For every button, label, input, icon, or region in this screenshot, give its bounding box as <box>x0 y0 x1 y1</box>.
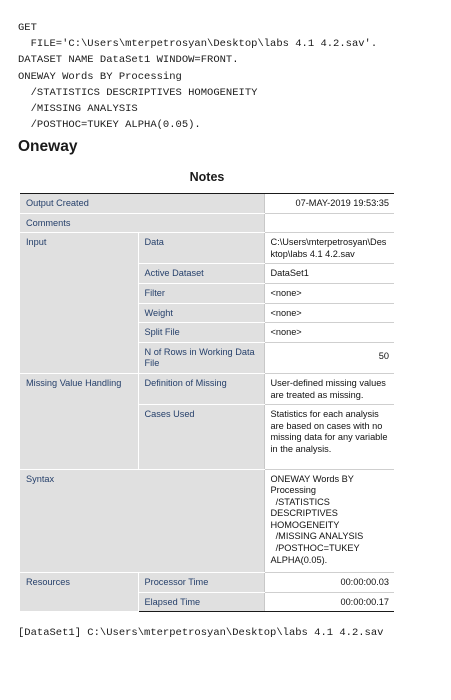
row-header-comments: Comments <box>20 213 264 233</box>
sub-header-split-file: Split File <box>138 323 264 343</box>
section-title[interactable]: Oneway <box>18 138 78 155</box>
table-row <box>20 233 394 264</box>
syntax-line: DATASET NAME DataSet1 WINDOW=FRONT. <box>18 54 239 67</box>
comments-value <box>264 213 394 233</box>
table-row <box>20 373 394 404</box>
data-file-value: C:\Users\mterpetrosyan\Desktop\labs 4.1 4.2.sav <box>264 233 394 264</box>
sub-header-data: Data <box>138 233 264 264</box>
row-header-input: Input <box>20 233 138 374</box>
cases-used-value: Statistics for each analysis are based on cases with no missing data for any variable in the analysis. <box>264 405 394 469</box>
table-title[interactable]: Notes <box>189 170 225 184</box>
sub-header-n-rows: N of Rows in Working Data File <box>138 342 264 373</box>
syntax-line: /STATISTICS DESCRIPTIVES HOMOGENEITY <box>18 86 258 99</box>
syntax-line: FILE='C:\Users\mterpetrosyan\Desktop\labs 4.1 4.2.sav'. <box>18 38 378 51</box>
sub-header-cases-used: Cases Used <box>138 405 264 469</box>
active-dataset-value: DataSet1 <box>264 264 394 284</box>
table-row <box>20 213 394 233</box>
sub-header-definition-of-missing: Definition of Missing <box>138 373 264 404</box>
processor-time-value: 00:00:00.03 <box>264 573 394 593</box>
row-header-syntax: Syntax <box>20 469 264 573</box>
syntax-line: /MISSING ANALYSIS <box>18 102 138 115</box>
syntax-block <box>18 20 377 133</box>
table-row <box>20 469 394 573</box>
row-header-resources: Resources <box>20 573 138 612</box>
syntax-line: ONEWAY Words BY Processing <box>18 70 182 83</box>
n-rows-value: 50 <box>264 342 394 373</box>
table-row <box>20 573 394 593</box>
row-header-missing-value-handling: Missing Value Handling <box>20 373 138 469</box>
filter-value: <none> <box>264 283 394 303</box>
syntax-value: ONEWAY Words BY Processing /STATISTICS DESCRIPTIVES HOMOGENEITY /MISSING ANALYSIS /POSTHOC=TUKEY ALPHA(0.05). <box>264 469 394 573</box>
row-header-output-created: Output Created <box>20 194 264 214</box>
elapsed-time-value: 00:00:00.17 <box>264 592 394 612</box>
notes-table[interactable] <box>20 193 394 612</box>
sub-header-filter: Filter <box>138 283 264 303</box>
sub-header-weight: Weight <box>138 303 264 323</box>
syntax-line: /POSTHOC=TUKEY ALPHA(0.05). <box>18 119 201 132</box>
dataset-footer: [DataSet1] C:\Users\mterpetrosyan\Desktop\labs 4.1 4.2.sav <box>18 627 384 639</box>
output-created-value: 07-MAY-2019 19:53:35 <box>264 194 394 214</box>
weight-value: <none> <box>264 303 394 323</box>
sub-header-processor-time: Processor Time <box>138 573 264 593</box>
split-file-value: <none> <box>264 323 394 343</box>
sub-header-elapsed-time: Elapsed Time <box>138 592 264 612</box>
sub-header-active-dataset: Active Dataset <box>138 264 264 284</box>
definition-of-missing-value: User-defined missing values are treated as missing. <box>264 373 394 404</box>
table-row <box>20 194 394 214</box>
syntax-line: GET <box>18 22 37 34</box>
